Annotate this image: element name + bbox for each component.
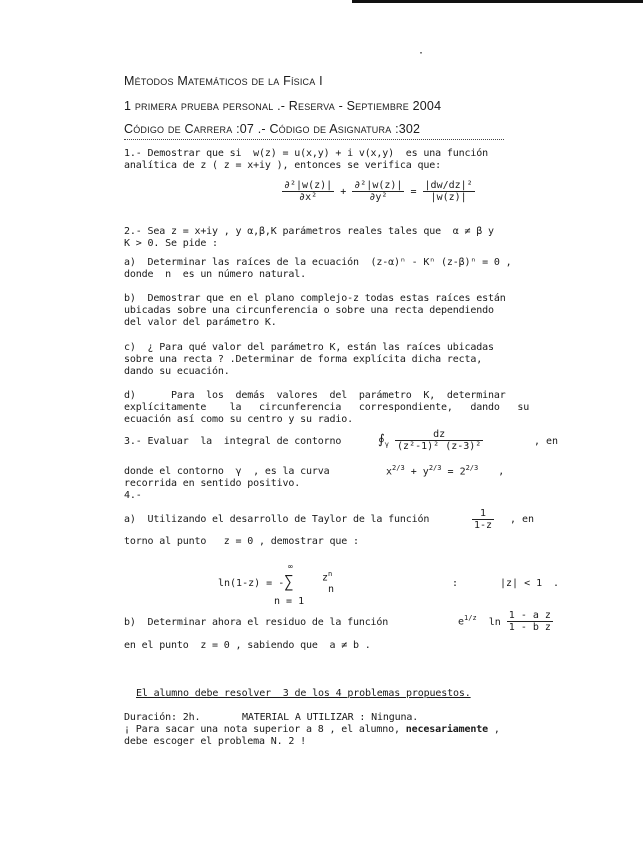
problem2-b-line2: ubicadas sobre una circunferencia o sobre una recta dependiendo (124, 305, 494, 316)
series-condition: |z| < 1 (500, 578, 543, 589)
problem2-a-line2: donde n es un número natural. (124, 269, 306, 280)
problem3-curve: $x^{2/3} + y^{2/3} = 2^{2/3}$ , (386, 464, 505, 478)
problem4-a-en: , en (510, 514, 535, 525)
problem2-b-line1: b) Demostrar que en el plano complejo-z todas estas raíces están (124, 293, 506, 304)
page-title: Métodos Matemáticos de la Física I (124, 74, 323, 88)
series-term-den: n (328, 584, 335, 595)
problem2-c-line2: sobre una recta ? .Determinar de forma explícita dicha recta, (124, 354, 483, 365)
formula-rhs: $\frac{\text{|dw/dz|²}}{|w(z)|}$ (424, 180, 473, 203)
problem2-b-line3: del valor del parámetro K. (124, 317, 277, 328)
series-lower: n = 1 (274, 596, 305, 607)
problem1-line1: 1.- Demostrar que si w(z) = u(x,y) + i v(x,y) es una función (124, 148, 488, 159)
problem4-a-line2: torno al punto z = 0 , demostrar que : (124, 536, 359, 547)
instruction-line: El alumno debe resolver 3 de los 4 problemas propuestos. (136, 688, 471, 699)
note-line1: ¡ Para sacar una nota superior a 8 , el alumno, necesariamente , (124, 724, 500, 735)
series-upper: ∞ (288, 562, 293, 571)
material: MATERIAL A UTILIZAR : Ninguna. (242, 712, 419, 723)
stray-mark: · (418, 48, 425, 59)
contour-integral-symbol: ∮ (378, 432, 385, 448)
series-colon: : (452, 578, 459, 589)
sum-symbol: ∑ (284, 572, 294, 591)
exam-subtitle: 1 primera prueba personal .- Reserva - Septiembre 2004 (124, 99, 442, 113)
dotted-separator (124, 139, 504, 140)
top-rule (352, 0, 643, 3)
problem2-line1: 2.- Sea z = x+iy , y α,β,K parámetros reales tales que α ≠ β y (124, 226, 494, 237)
problem1-line2: analítica de z ( z = x+iy ), entonces se verifica que: (124, 160, 442, 171)
problem2-line2: K > 0. Se pide : (124, 238, 218, 249)
problem2-c-line1: c) ¿ Para qué valor del parámetro K, están las raíces ubicadas (124, 342, 494, 353)
formula-term1: $\frac{\text{∂²|w(z)|}}{\text{∂x²}}$ (284, 180, 333, 203)
series-lhs: ln(1-z) = - (218, 578, 285, 589)
problem2-a-line1: a) Determinar las raíces de la ecuación (z-α)ⁿ - Kⁿ (z-β)ⁿ = 0 , (124, 257, 512, 268)
problem4-a-line1: a) Utilizando el desarrollo de Taylor de la función (124, 514, 430, 525)
formula-equals: = (410, 186, 417, 198)
formula-term2: $\frac{\text{∂²|w(z)|}}{\text{∂y²}}$ (354, 180, 403, 203)
problem2-d-line1: d) Para los demás valores del parámetro K, determinar (124, 390, 506, 401)
problem3-line1: 3.- Evaluar la integral de contorno (124, 436, 342, 447)
problem3-en: , en (534, 436, 559, 447)
duration: Duración: 2h. (124, 712, 201, 723)
series-period: . (553, 578, 560, 589)
contour-subscript: γ (384, 440, 389, 449)
series-term-num: $z^n$ (322, 570, 333, 584)
formula-plus: + (340, 186, 347, 198)
problem2-d-line2: explícitamente la circunferencia correspondiente, dando su (124, 402, 530, 413)
problem4-b-line2: en el punto z = 0 , sabiendo que a ≠ b . (124, 640, 371, 651)
problem1-formula (282, 180, 475, 203)
problem4-b-line1: b) Determinar ahora el residuo de la función (124, 617, 389, 628)
course-codes: Código de Carrera :07 .- Código de Asignatura :302 (124, 122, 421, 136)
problem4-label: 4.- (124, 490, 142, 501)
problem4-b-function: $e^{1/z}$ ln $\frac{\text{1 - a z}}{\text{1 - b z}}$ (458, 610, 551, 633)
problem2-d-line3: ecuación así como su centro y su radio. (124, 414, 353, 425)
note-line2: debe escoger el problema N. 2 ! (124, 736, 306, 747)
problem2-c-line3: dando su ecuación. (124, 366, 230, 377)
problem4-a-fraction: $\frac{1}{1-z}$ (474, 508, 493, 531)
problem3-integral (378, 429, 483, 452)
problem3-line2: donde el contorno γ , es la curva (124, 466, 330, 477)
integral-fraction: $\frac{dz}{\text{(z²-1)² (z-3)²}}$ (397, 429, 482, 452)
problem3-line3: recorrida en sentido positivo. (124, 478, 301, 489)
